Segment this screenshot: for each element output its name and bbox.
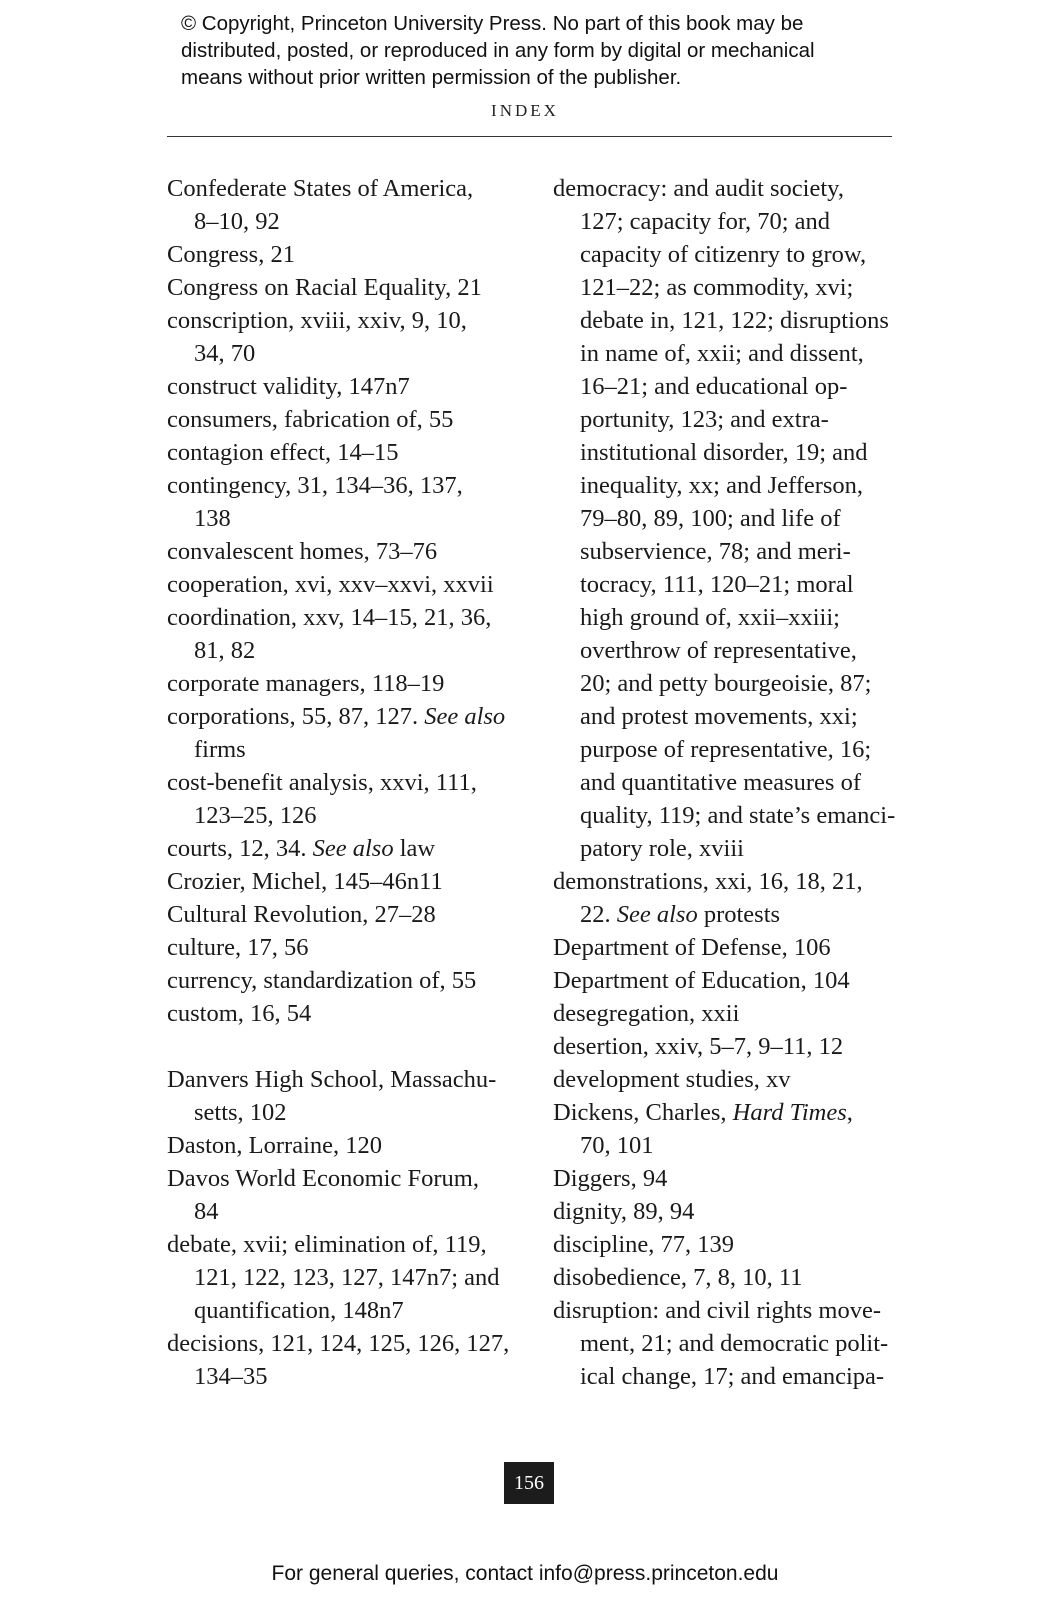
index-entry-continuation: 34, 70	[194, 340, 256, 367]
index-entry-line: courts, 12, 34. See also law	[167, 835, 436, 862]
index-entry-line: contingency, 31, 134–36, 137,	[167, 472, 463, 499]
index-entry-continuation: 138	[194, 505, 231, 532]
index-entry-continuation: quantification, 148n7	[194, 1297, 404, 1324]
copyright-notice	[181, 10, 941, 91]
index-entry-line: cooperation, xvi, xxv–xxvi, xxvii	[167, 571, 494, 598]
index-entry-continuation: firms	[194, 736, 246, 763]
index-entry	[553, 1096, 898, 1162]
index-entry-line: dignity, 89, 94	[553, 1198, 695, 1225]
index-entry-continuation: patory role, xviii	[580, 835, 744, 862]
copyright-line: means without prior written permission of the publisher.	[181, 66, 682, 89]
index-entry-continuation: inequality, xx; and Jefferson,	[580, 472, 864, 499]
index-entry	[167, 403, 517, 436]
index-entry-continuation: and protest movements, xxi;	[580, 703, 858, 730]
index-entry	[167, 865, 517, 898]
index-entry-line: Crozier, Michel, 145–46n11	[167, 868, 443, 895]
index-entry-continuation: 127; capacity for, 70; and	[580, 208, 831, 235]
running-head: INDEX	[491, 101, 559, 120]
header-rule	[167, 136, 892, 137]
index-entry	[167, 172, 517, 238]
index-entry-continuation: 20; and petty bourgeoisie, 87;	[580, 670, 872, 697]
letter-group-gap	[167, 1030, 517, 1063]
index-entry-line: Congress, 21	[167, 241, 295, 268]
index-entry-continuation: 70, 101	[580, 1132, 654, 1159]
index-entry-line: corporations, 55, 87, 127. See also	[167, 703, 506, 730]
index-entry-continuation: and quantitative measures of	[580, 769, 861, 796]
index-entry-line: construct validity, 147n7	[167, 373, 410, 400]
index-entry-line: Davos World Economic Forum,	[167, 1165, 479, 1192]
index-entry-line: custom, 16, 54	[167, 1000, 312, 1027]
index-entry	[167, 238, 517, 271]
index-entry-continuation: subservience, 78; and meri-	[580, 538, 851, 565]
index-entry	[167, 436, 517, 469]
italic-text: See also	[424, 703, 506, 730]
index-entry-line: disobedience, 7, 8, 10, 11	[553, 1264, 803, 1291]
italic-text: See also	[312, 835, 394, 862]
index-entry	[167, 964, 517, 997]
index-entry	[167, 832, 517, 865]
index-entry-continuation: 16–21; and educational op-	[580, 373, 848, 400]
index-entry-continuation: 121–22; as commodity, xvi;	[580, 274, 854, 301]
index-entry	[553, 1228, 898, 1261]
index-entry-continuation: 79–80, 89, 100; and life of	[580, 505, 841, 532]
index-entry-line: Danvers High School, Massachu-	[167, 1066, 497, 1093]
index-entry	[553, 1162, 898, 1195]
index-entry-continuation: debate in, 121, 122; disruptions	[580, 307, 889, 334]
index-entry	[167, 1063, 517, 1129]
index-entry	[167, 568, 517, 601]
index-entry-continuation: purpose of representative, 16;	[580, 736, 872, 763]
index-entry	[553, 865, 898, 931]
copyright-line: distributed, posted, or reproduced in any form by digital or mechanical	[181, 39, 815, 62]
index-entry-line: convalescent homes, 73–76	[167, 538, 438, 565]
index-entry	[167, 1162, 517, 1228]
index-entry-line: debate, xvii; elimination of, 119,	[167, 1231, 487, 1258]
index-entry-continuation: quality, 119; and state’s emanci-	[580, 802, 896, 829]
index-entry-continuation: overthrow of representative,	[580, 637, 857, 664]
index-entry	[553, 931, 898, 964]
index-entry-line: discipline, 77, 139	[553, 1231, 735, 1258]
index-entry	[167, 1228, 517, 1327]
index-entry	[553, 1261, 898, 1294]
index-entry	[553, 1030, 898, 1063]
index-entry-continuation: 22. See also protests	[580, 901, 781, 928]
index-entry-line: Department of Education, 104	[553, 967, 850, 994]
page-number: 156	[504, 1462, 554, 1504]
index-entry-continuation: portunity, 123; and extra-	[580, 406, 829, 433]
index-entry-line: democracy: and audit society,	[553, 175, 844, 202]
index-entry-line: desegregation, xxii	[553, 1000, 740, 1027]
index-entry	[553, 172, 898, 865]
index-entry-continuation: 123–25, 126	[194, 802, 317, 829]
index-entry-continuation: institutional disorder, 19; and	[580, 439, 868, 466]
index-entry-line: Department of Defense, 106	[553, 934, 831, 961]
index-entry-line: Dickens, Charles, Hard Times,	[553, 1099, 853, 1126]
index-entry-line: consumers, fabrication of, 55	[167, 406, 454, 433]
index-entry-line: conscription, xviii, xxiv, 9, 10,	[167, 307, 467, 334]
index-entry-continuation: in name of, xxii; and dissent,	[580, 340, 864, 367]
footer-contact: For general queries, contact info@press.princeton.edu	[271, 1562, 779, 1585]
index-entry	[167, 601, 517, 667]
index-entry-line: demonstrations, xxi, 16, 18, 21,	[553, 868, 863, 895]
index-entry-line: corporate managers, 118–19	[167, 670, 445, 697]
index-entry-line: Congress on Racial Equality, 21	[167, 274, 482, 301]
index-entry-line: cost-benefit analysis, xxvi, 111,	[167, 769, 477, 796]
index-entry	[167, 535, 517, 568]
index-entry	[167, 997, 517, 1030]
index-entry-line: Confederate States of America,	[167, 175, 474, 202]
index-entry	[167, 700, 517, 766]
index-entry-line: currency, standardization of, 55	[167, 967, 477, 994]
index-entry	[167, 898, 517, 931]
index-entry-continuation: ment, 21; and democratic polit-	[580, 1330, 889, 1357]
index-entry-continuation: 81, 82	[194, 637, 256, 664]
index-entry	[167, 370, 517, 403]
copyright-line: © Copyright, Princeton University Press. No part of this book may be	[181, 12, 804, 35]
index-entry	[167, 469, 517, 535]
index-entry-line: desertion, xxiv, 5–7, 9–11, 12	[553, 1033, 844, 1060]
index-entry	[553, 1063, 898, 1096]
index-entry	[167, 271, 517, 304]
index-entry	[167, 1327, 517, 1393]
index-entry	[167, 304, 517, 370]
index-entry-line: Diggers, 94	[553, 1165, 668, 1192]
index-column-right	[553, 172, 898, 1393]
index-entry	[553, 964, 898, 997]
index-entry-continuation: ical change, 17; and emancipa-	[580, 1363, 885, 1390]
index-entry-line: Daston, Lorraine, 120	[167, 1132, 382, 1159]
index-entry-line: culture, 17, 56	[167, 934, 309, 961]
index-entry-line: contagion effect, 14–15	[167, 439, 399, 466]
index-entry	[167, 1129, 517, 1162]
index-entry-continuation: high ground of, xxii–xxiii;	[580, 604, 840, 631]
index-entry-continuation: 8–10, 92	[194, 208, 280, 235]
index-entry-continuation: 84	[194, 1198, 219, 1225]
index-entry-continuation: 134–35	[194, 1363, 268, 1390]
index-entry-continuation: setts, 102	[194, 1099, 287, 1126]
index-entry-continuation: 121, 122, 123, 127, 147n7; and	[194, 1264, 500, 1291]
index-entry-line: disruption: and civil rights move-	[553, 1297, 881, 1324]
index-entry	[553, 997, 898, 1030]
index-entry-line: coordination, xxv, 14–15, 21, 36,	[167, 604, 492, 631]
index-entry	[553, 1294, 898, 1393]
italic-text: See also	[616, 901, 698, 928]
index-entry-line: decisions, 121, 124, 125, 126, 127,	[167, 1330, 510, 1357]
index-entry	[167, 931, 517, 964]
index-entry-line: development studies, xv	[553, 1066, 791, 1093]
index-entry	[167, 766, 517, 832]
index-entry-continuation: tocracy, 111, 120–21; moral	[580, 571, 854, 598]
index-entry	[553, 1195, 898, 1228]
index-entry-continuation: capacity of citizenry to grow,	[580, 241, 867, 268]
index-column-left	[167, 172, 517, 1393]
index-entry	[167, 667, 517, 700]
index-entry-line: Cultural Revolution, 27–28	[167, 901, 436, 928]
italic-text: Hard Times	[732, 1099, 847, 1126]
